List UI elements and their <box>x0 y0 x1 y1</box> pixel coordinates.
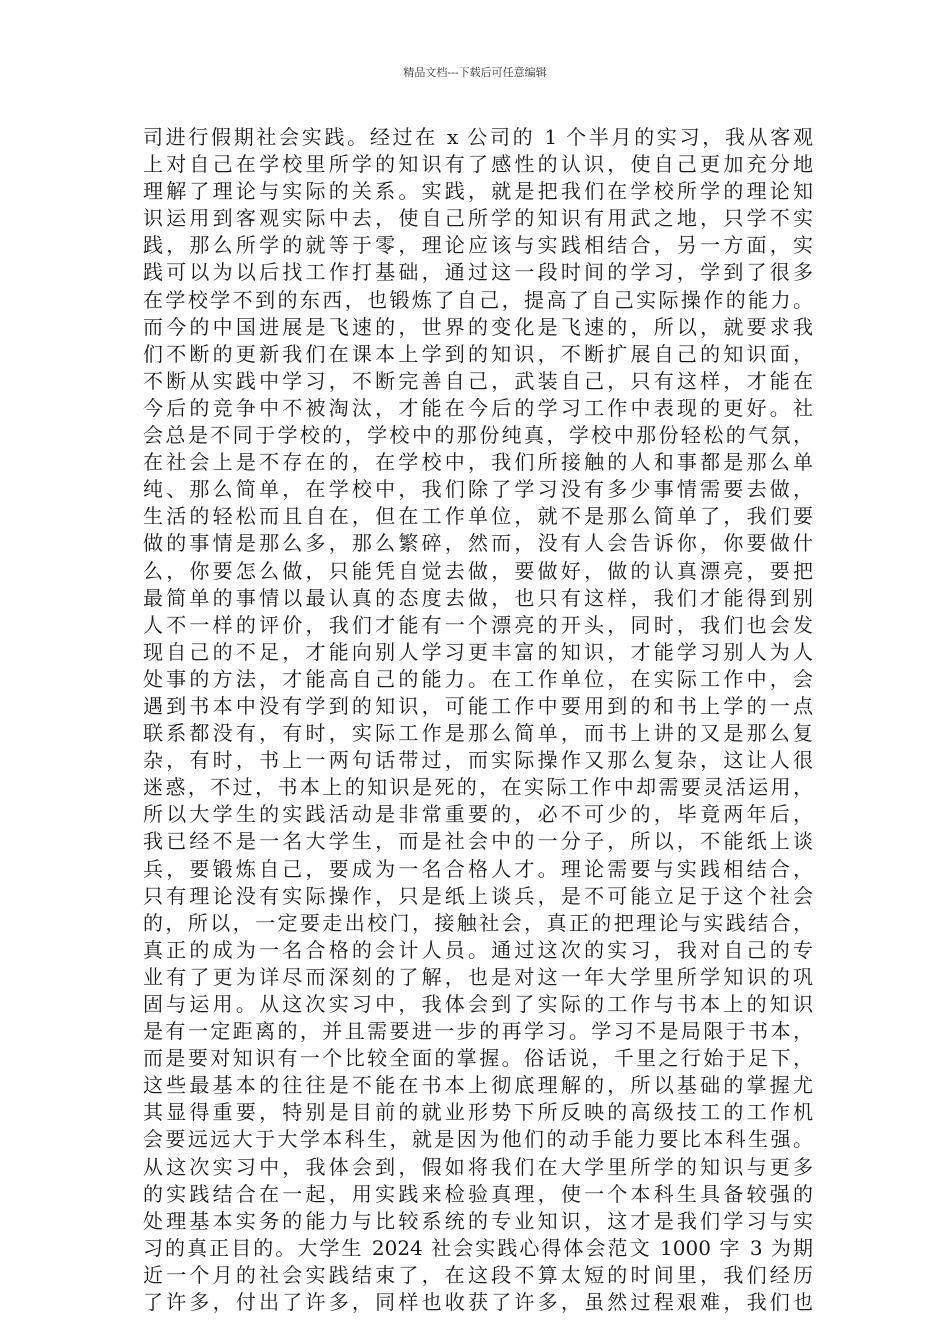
document-body <box>143 124 813 1316</box>
text-line: 纯、那么简单，在学校中，我们除了学习没有多少事情需要去做， <box>143 477 813 502</box>
text-line: 么，你要怎么做，只能凭自觉去做，要做好，做的认真漂亮，要把 <box>143 558 813 583</box>
text-line: 兵，要锻炼自己，要成为一名合格人才。理论需要与实践相结合， <box>143 856 813 881</box>
text-line: 践，那么所学的就等于零，理论应该与实践相结合，另一方面，实 <box>143 233 813 258</box>
text-line: 最简单的事情以最认真的态度去做，也只有这样，我们才能得到别 <box>143 585 813 610</box>
text-line: 而今的中国进展是飞速的，世界的变化是飞速的，所以，就要求我 <box>143 314 813 339</box>
text-line: 处事的方法，才能高自己的能力。在工作单位，在实际工作中，会 <box>143 666 813 691</box>
text-line: 司进行假期社会实践。经过在 x 公司的 1 个半月的实习，我从客观 <box>143 125 813 149</box>
text-line: 不断从实践中学习，不断完善自己，武装自己，只有这样，才能在 <box>143 368 813 393</box>
text-line: 杂，有时，书上一两句话带过，而实际操作又那么复杂，这让人很 <box>143 748 813 773</box>
text-line: 上对自己在学校里所学的知识有了感性的认识，使自己更加充分地 <box>143 152 813 177</box>
text-line: 业有了更为详尽而深刻的了解，也是对这一年大学里所学知识的巩 <box>143 964 813 989</box>
text-line: 迷惑，不过，书本上的知识是死的，在实际工作中却需要灵活运用， <box>143 775 813 800</box>
text-line: 从这次实习中，我体会到，假如将我们在大学里所学的知识与更多 <box>143 1154 813 1179</box>
text-line: 人不一样的评价，我们才能有一个漂亮的开头，同时，我们也会发 <box>143 612 813 637</box>
text-line: 会要远远大于大学本科生，就是因为他们的动手能力要比本科生强。 <box>143 1127 813 1152</box>
text-line: 真正的成为一名合格的会计人员。通过这次的实习，我对自己的专 <box>143 937 813 962</box>
text-line: 是有一定距离的，并且需要进一步的再学习。学习不是局限于书本， <box>143 1019 813 1044</box>
text-line: 我已经不是一名大学生，而是社会中的一分子，所以，不能纸上谈 <box>143 829 813 854</box>
text-line: 的，所以，一定要走出校门，接触社会，真正的把理论与实践结合， <box>143 910 813 935</box>
text-line: 今后的竞争中不被淘汰，才能在今后的学习工作中表现的更好。社 <box>143 395 813 420</box>
text-line: 的实践结合在一起，用实践来检验真理，使一个本科生具备较强的 <box>143 1181 813 1206</box>
text-line: 做的事情是那么多，那么繁碎，然而，没有人会告诉你，你要做什 <box>143 531 813 556</box>
page-header: 精品文档---下载后可任意编辑 <box>403 66 547 79</box>
text-line: 固与运用。从这次实习中，我体会到了实际的工作与书本上的知识 <box>143 992 813 1016</box>
text-line: 遇到书本中没有学到的知识，可能工作中要用到的和书上学的一点 <box>143 693 813 718</box>
text-line: 近一个月的社会实践结束了，在这段不算太短的时间里，我们经历 <box>143 1262 813 1287</box>
text-line: 联系都没有，有时，实际工作是那么简单，而书上讲的又是那么复 <box>143 721 813 746</box>
text-line: 了许多，付出了许多，同样也收获了许多，虽然过程艰难，我们也 <box>143 1290 813 1315</box>
text-line: 只有理论没有实际操作，只是纸上谈兵，是不可能立足于这个社会 <box>143 883 813 908</box>
text-line: 现自己的不足，才能向别人学习更丰富的知识，才能学习别人为人 <box>143 639 813 664</box>
text-line: 在社会上是不存在的，在学校中，我们所接触的人和事都是那么单 <box>143 450 813 475</box>
text-line: 而是要对知识有一个比较全面的掌握。俗话说，千里之行始于足下， <box>143 1046 813 1071</box>
text-line: 理解了理论与实际的关系。实践，就是把我们在学校所学的理论知 <box>143 179 813 204</box>
text-line: 生活的轻松而且自在，但在工作单位，就不是那么简单了，我们要 <box>143 504 813 529</box>
text-line: 在学校学不到的东西，也锻炼了自己，提高了自己实际操作的能力。 <box>143 287 813 312</box>
text-line: 习的真正目的。大学生 2024 社会实践心得体会范文 1000 字 3 为期 <box>143 1235 813 1260</box>
text-line: 其显得重要，特别是目前的就业形势下所反映的高级技工的工作机 <box>143 1100 813 1125</box>
text-line: 识运用到客观实际中去，使自己所学的知识有用武之地，只学不实 <box>143 206 813 231</box>
text-line: 会总是不同于学校的，学校中的那份纯真，学校中那份轻松的气氛， <box>143 423 813 448</box>
text-line: 践可以为以后找工作打基础，通过这一段时间的学习，学到了很多 <box>143 260 813 285</box>
text-line: 所以大学生的实践活动是非常重要的，必不可少的，毕竟两年后， <box>143 802 813 827</box>
text-line: 们不断的更新我们在课本上学到的知识，不断扩展自己的知识面， <box>143 341 813 366</box>
text-line: 这些最基本的往往是不能在书本上彻底理解的，所以基础的掌握尤 <box>143 1073 813 1098</box>
text-line: 处理基本实务的能力与比较系统的专业知识，这才是我们学习与实 <box>143 1208 813 1233</box>
